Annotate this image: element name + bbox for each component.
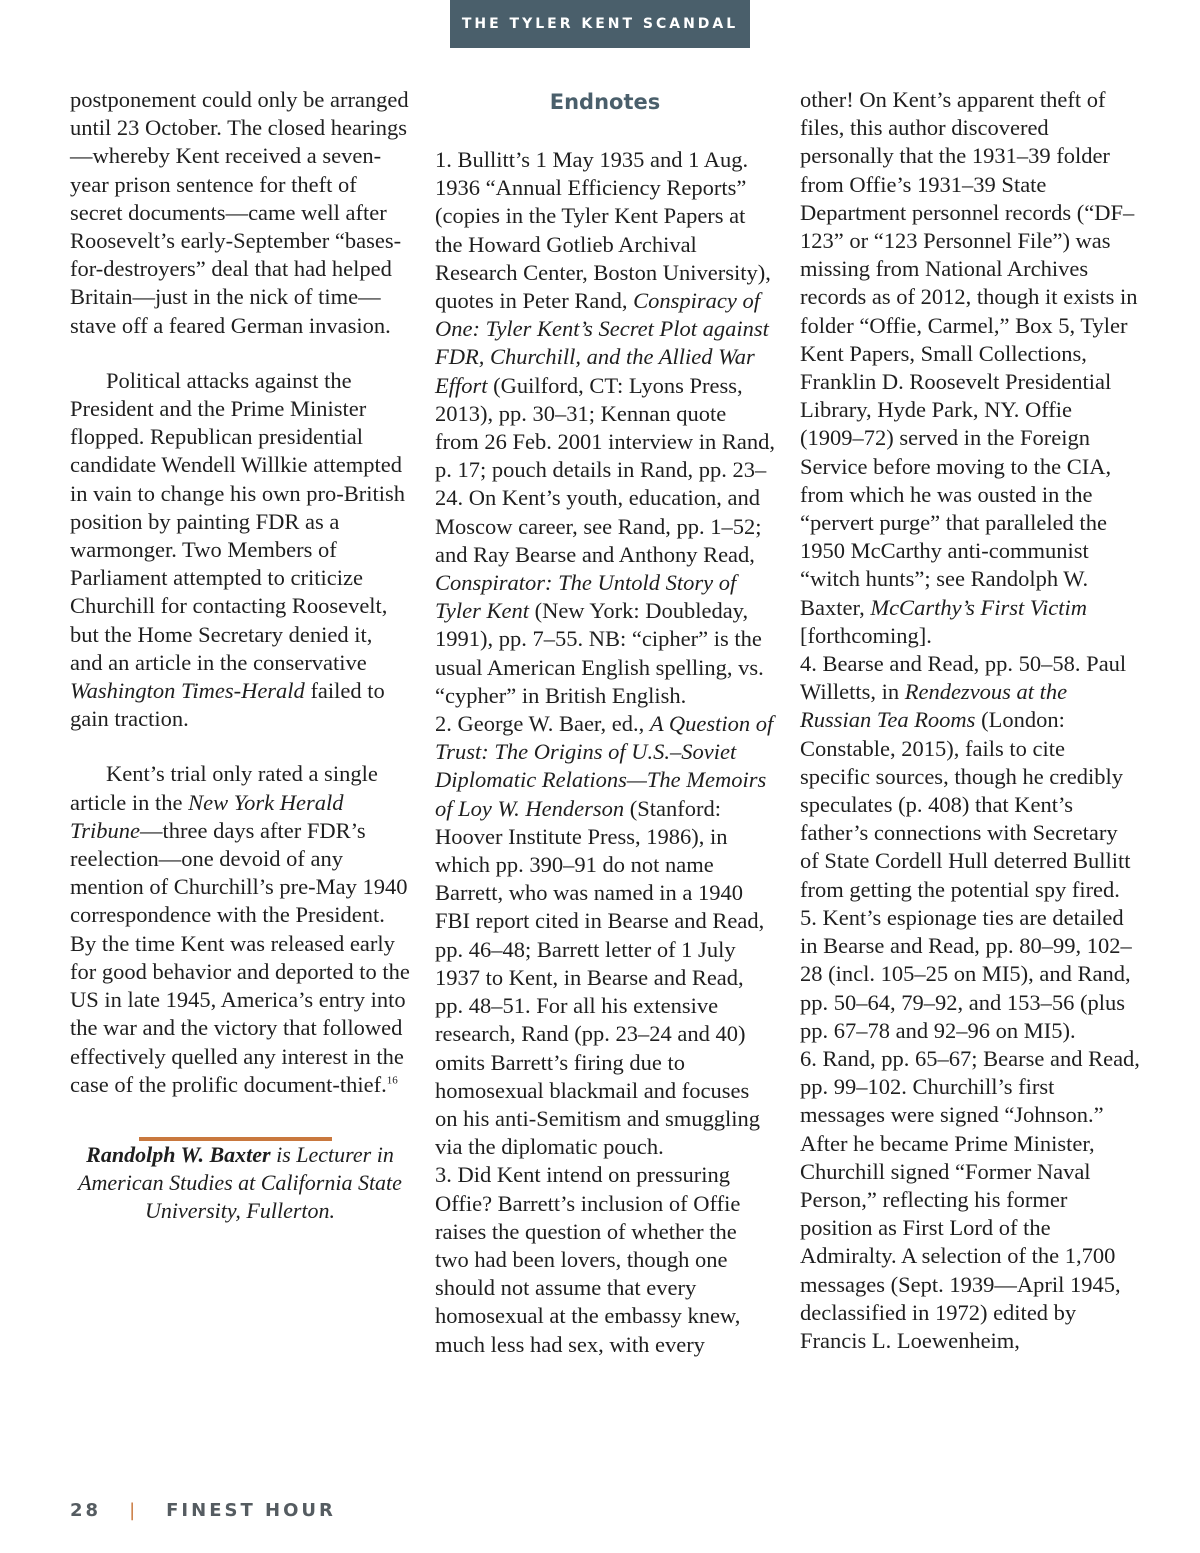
endnotes-heading: Endnotes (549, 90, 661, 114)
author-bio: Randolph W. Baxter is Lecturer in American Studies at California State University, Fullerton. (78, 1141, 402, 1224)
paragraph-1: postponement could only be arranged until 23 October. The closed hearings—whereby Kent received a seven-year prison sentence for theft of secret documents—came well after Roosevelt’s early-September “bases-for-destroyers” deal that had helped Britain—just in the nick of time—stave off a feared German invasion. (70, 87, 409, 338)
endnote-6: 6. Rand, pp. 65–67; Bearse and Read, pp. 99–102. Churchill’s first messages were signed “Johnson.” After he became Prime Minister, Churchill signed “Former Naval Person,” reflecting his former position as First Lord of the Admiralty. A selection of the 1,700 messages (Sept. 1939—April 1945, declassified in 1972) edited by Francis L. Loewenheim, (800, 1045, 1140, 1353)
endnotes-column-right (800, 86, 1140, 1355)
paragraph-3: Kent’s trial only rated a single article in the New York Herald Tribune—three days after FDR’s reelection—one devoid of any mention of Churchill’s pre-May 1940 correspondence with the President. By the time Kent was released early for good behavior and deported to the US in late 1945, America’s entry into the war and the victory that followed effectively quelled any interest in the case of the prolific document-thief.$^{16}$ (70, 761, 410, 1097)
paragraph-2: Political attacks against the President and the Prime Minister flopped. Republican presidential candidate Wendell Willkie attempted in vain to change his own pro-British position by painting FDR as a warmonger. Two Members of Parliament attempted to criticize Churchill for contacting Roosevelt, but the Home Secretary denied it, and an article in the conservative Washington Times-Herald failed to gain traction. (70, 367, 405, 732)
article-column-left (70, 86, 410, 1226)
endnote-2: 2. George W. Baer, ed., A Question of Trust: The Origins of U.S.–Soviet Diplomatic Relations—The Memoirs of Loy W. Henderson (Stanford: Hoover Institute Press, 1986), in which pp. 390–91 do not name Barrett, who was named in a 1940 FBI report cited in Bearse and Read, pp. 46–48; Barrett letter of 1 July 1937 to Kent, in Bearse and Read, pp. 48–51. For all his extensive research, Rand (pp. 23–24 and 40) omits Barrett’s firing due to homosexual blackmail and focuses on his anti-Semitism and smuggling via the diplomatic pouch. (435, 711, 774, 1160)
footer-separator: | (129, 1500, 139, 1521)
endnote-1: 1. Bullitt’s 1 May 1935 and 1 Aug. 1936 “Annual Efficiency Reports” (copies in the Tyler Kent Papers at the Howard Gotlieb Archival Research Center, Boston University), quotes in Peter Rand, Conspiracy of One: Tyler Kent’s Secret Plot against FDR, Churchill, and the Allied War Effort (Guilford, CT: Lyons Press, 2013), pp. 30–31; Kennan quote from 26 Feb. 2001 interview in Rand, p. 17; pouch details in Rand, pp. 23–24. On Kent’s youth, education, and Moscow career, see Rand, pp. 1–52; and Ray Bearse and Anthony Read, Conspirator: The Untold Story of Tyler Kent (New York: Doubleday, 1991), pp. 7–55. NB: “cipher” is the usual American English spelling, vs. “cypher” in British English. (435, 147, 775, 708)
endnote-3: 3. Did Kent intend on pressuring Offie? Barrett’s inclusion of Offie raises the question of whether the two had been lovers, though one should not assume that every homosexual at the embassy knew, much less had sex, with every (435, 1162, 741, 1357)
endnotes-column-middle (435, 86, 775, 1359)
section-title: THE TYLER KENT SCANDAL (461, 16, 739, 32)
endnote-3-continued: other! On Kent’s apparent theft of files, this author discovered personally that the 1931–39 folder from Offie’s 1931–39 State Department personnel records (“DF–123” or “123 Personnel File”) was missing from National Archives records as of 2012, though it exists in folder “Offie, Carmel,” Box 5, Tyler Kent Papers, Small Collections, Franklin D. Roosevelt Presidential Library, Hyde Park, NY. Offie (1909–72) served in the Foreign Service before moving to the CIA, from which he was ousted in the “pervert purge” that paralleled the 1950 McCarthy anti-communist “witch hunts”; see Randolph W. Baxter, McCarthy’s First Victim [forthcoming]. (800, 87, 1138, 648)
page-footer (70, 1500, 336, 1521)
section-header (450, 0, 750, 48)
endnote-4: 4. Bearse and Read, pp. 50–58. Paul Willetts, in Rendezvous at the Russian Tea Rooms (London: Constable, 2015), fails to cite specific sources, though he credibly speculates (p. 408) that Kent’s father’s connections with Secretary of State Cordell Hull deterred Bullitt from getting the potential spy fired. (800, 651, 1131, 902)
author-name: Randolph W. Baxter (86, 1141, 271, 1167)
publication-name: FINEST HOUR (166, 1500, 336, 1521)
footnote-ref[interactable]: 16 (386, 1074, 398, 1087)
endnote-5: 5. Kent’s espionage ties are detailed in Bearse and Read, pp. 80–99, 102–28 (incl. 105–25 on MI5), and Rand, pp. 50–64, 79–92, and 153–56 (plus pp. 67–78 and 92–96 on MI5). (800, 904, 1132, 1043)
page-number: 28 (70, 1500, 102, 1521)
